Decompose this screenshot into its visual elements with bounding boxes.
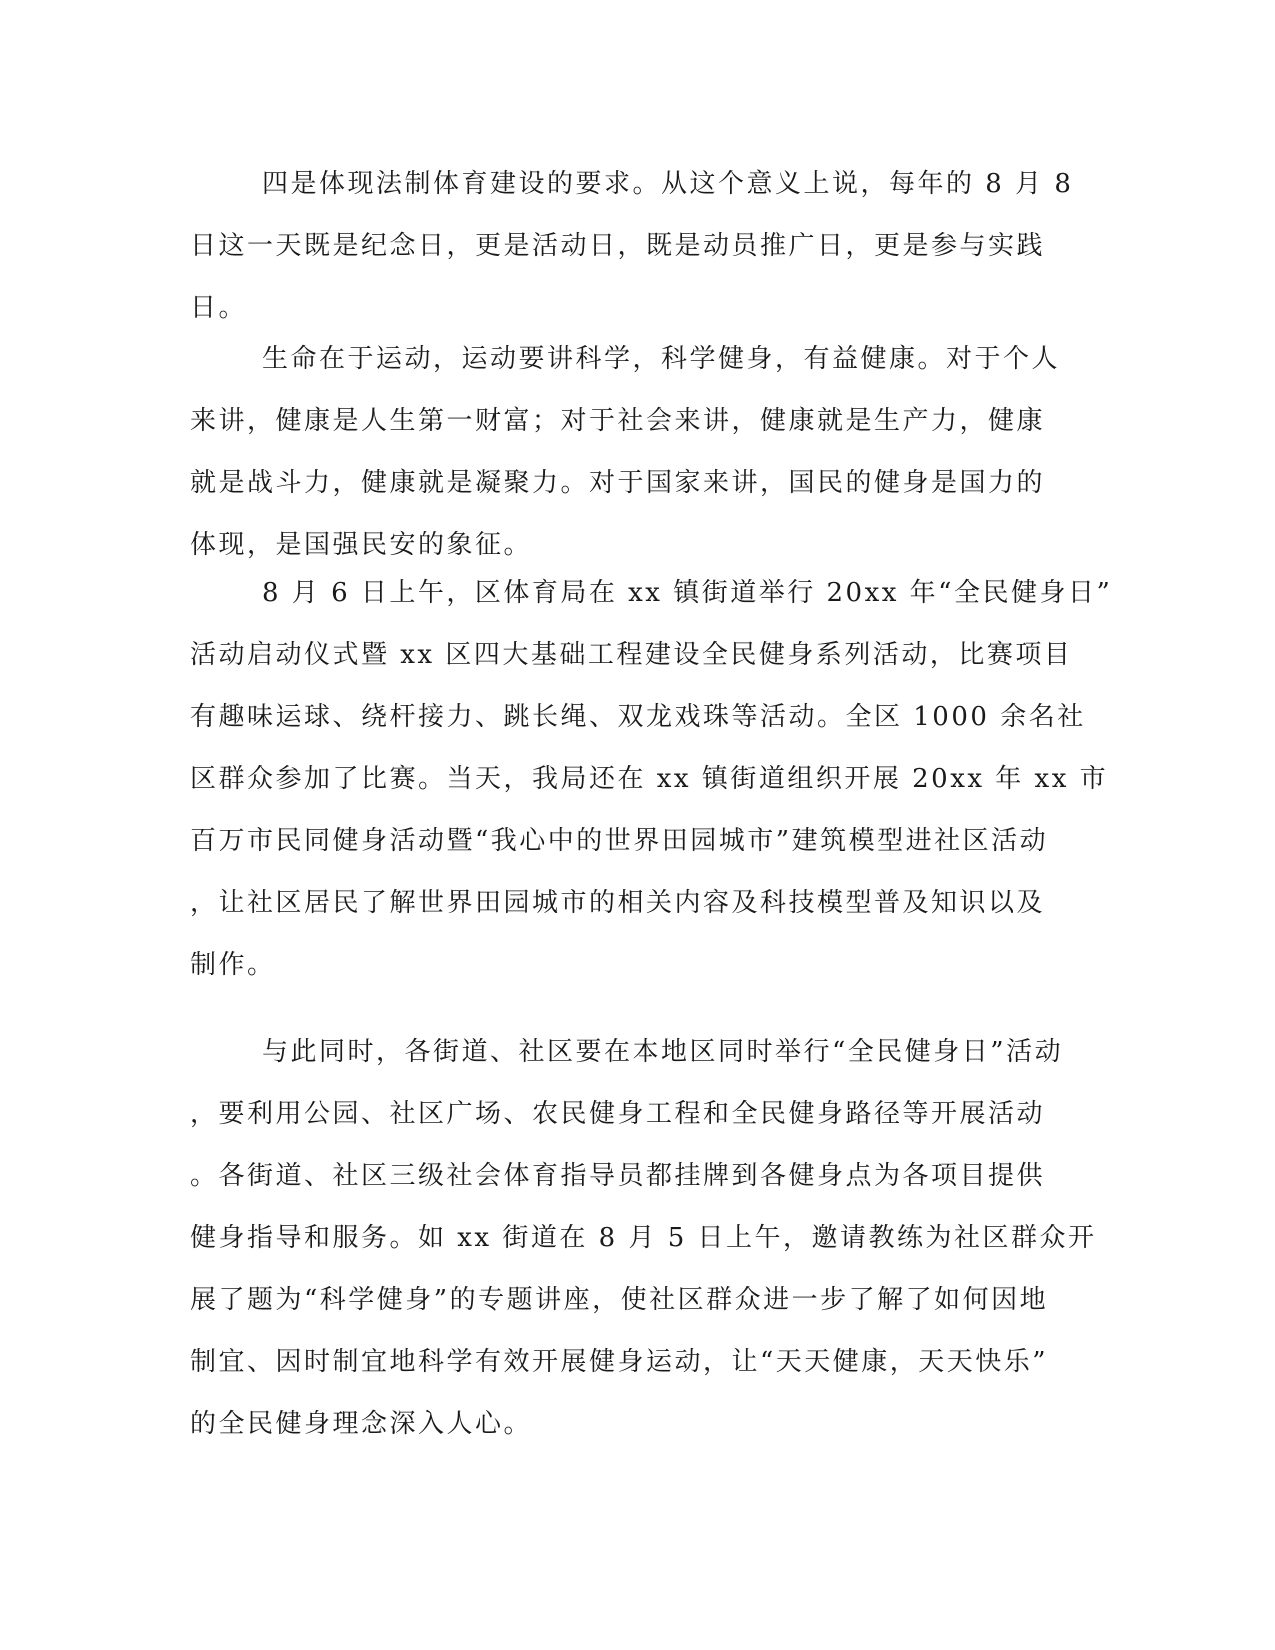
paragraph-line: 区群众参加了比赛。当天，我局还在 xx 镇街道组织开展 20xx 年 xx 市 (190, 764, 1109, 794)
paragraph-line: 百万市民同健身活动暨“我心中的世界田园城市”建筑模型进社区活动 (190, 826, 1049, 856)
paragraph-line: 体现，是国强民安的象征。 (190, 530, 533, 560)
paragraph-line: 来讲，健康是人生第一财富；对于社会来讲，健康就是生产力，健康 (190, 406, 1046, 436)
paragraph-line: 就是战斗力，健康就是凝聚力。对于国家来讲，国民的健身是国力的 (190, 468, 1046, 498)
paragraph-line: 。各街道、社区三级社会体育指导员都挂牌到各健身点为各项目提供 (190, 1161, 1046, 1191)
paragraph-4 (190, 1021, 1097, 1455)
paragraph-line: 制作。 (190, 950, 276, 980)
paragraph-line: 健身指导和服务。如 xx 街道在 8 月 5 日上午，邀请教练为社区群众开 (190, 1223, 1097, 1253)
paragraph-line: 生命在于运动，运动要讲科学，科学健身，有益健康。对于个人 (262, 344, 1061, 374)
paragraph-line: 与此同时，各街道、社区要在本地区同时举行“全民健身日”活动 (262, 1037, 1064, 1067)
paragraph-line: 活动启动仪式暨 xx 区四大基础工程建设全民健身系列活动，比赛项目 (190, 640, 1073, 670)
paragraph-line: 四是体现法制体育建设的要求。从这个意义上说，每年的 8 月 8 (262, 169, 1074, 199)
paragraph-line: 展了题为“科学健身”的专题讲座，使社区群众进一步了解了如何因地 (190, 1285, 1049, 1315)
paragraph-line: 制宜、因时制宜地科学有效开展健身运动，让“天天健康，天天快乐” (190, 1347, 1049, 1377)
paragraph-line: ，要利用公园、社区广场、农民健身工程和全民健身路径等开展活动 (190, 1099, 1046, 1129)
paragraph-line: 日。 (190, 293, 248, 323)
paragraph-line: ，让社区居民了解世界田园城市的相关内容及科技模型普及知识以及 (190, 888, 1046, 918)
paragraph-line: 有趣味运球、绕杆接力、跳长绳、双龙戏珠等活动。全区 1000 余名社 (190, 702, 1086, 732)
paragraph-3 (190, 562, 1112, 996)
paragraph-line: 8 月 6 日上午，区体育局在 xx 镇街道举行 20xx 年“全民健身日” (262, 578, 1113, 608)
paragraph-line: 的全民健身理念深入人心。 (190, 1409, 533, 1439)
paragraph-line: 日这一天既是纪念日，更是活动日，既是动员推广日，更是参与实践 (190, 231, 1046, 261)
paragraph-2 (190, 328, 1060, 576)
paragraph-1 (190, 153, 1073, 339)
